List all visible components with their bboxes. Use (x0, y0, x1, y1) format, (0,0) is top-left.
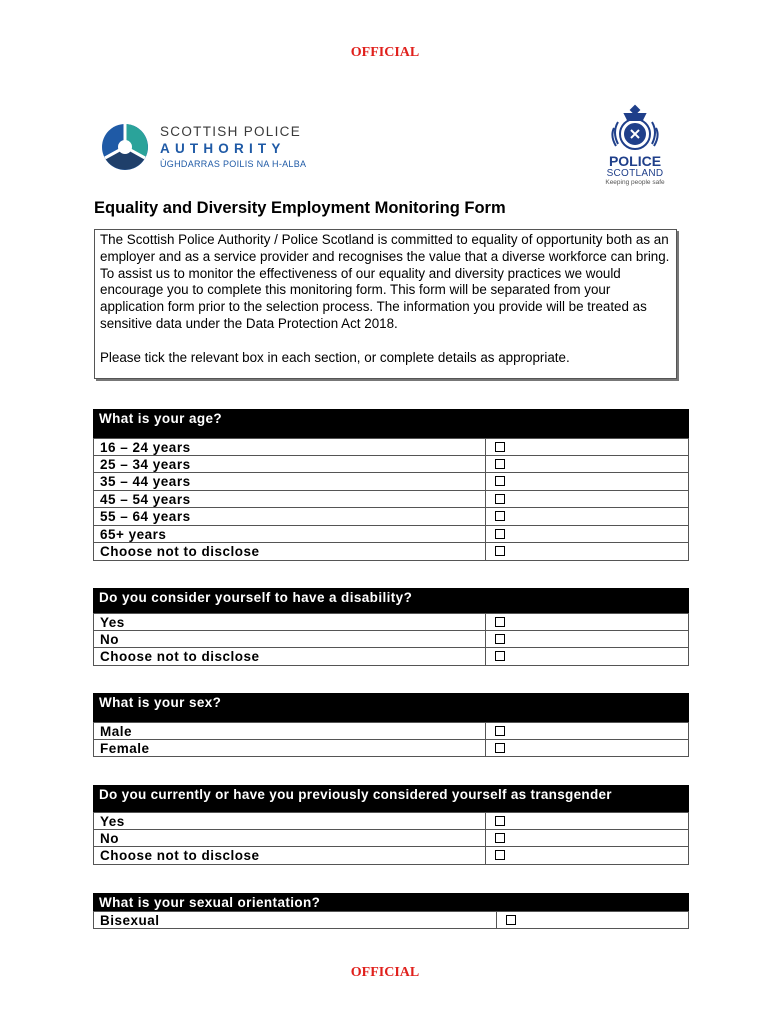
sex-option-label: Male (94, 723, 486, 739)
age-option-row (93, 526, 689, 544)
police-scotland-logo (596, 100, 676, 188)
transgender-not-disclose-checkbox[interactable] (495, 850, 505, 860)
disability-no-checkbox[interactable] (495, 634, 505, 644)
age-section (93, 409, 689, 561)
age-option-row (93, 543, 689, 561)
age-option-row (93, 508, 689, 526)
age-option-row (93, 456, 689, 474)
scotland-wordmark: SCOTLAND (606, 168, 664, 179)
spa-name-line2: AUTHORITY (160, 141, 286, 156)
age-45-54-checkbox[interactable] (495, 494, 505, 504)
disability-not-disclose-checkbox[interactable] (495, 651, 505, 661)
transgender-option-row (93, 830, 689, 848)
age-option-label: Choose not to disclose (94, 543, 486, 560)
age-question: What is your age? (93, 409, 689, 438)
form-title: Equality and Diversity Employment Monitoring Form (94, 199, 506, 217)
disability-option-row (93, 631, 689, 649)
intro-instruction: Please tick the relevant box in each section, or complete details as appropriate. (100, 349, 570, 365)
orientation-section (93, 893, 689, 929)
official-marking-top: OFFICIAL (350, 45, 420, 60)
transgender-no-checkbox[interactable] (495, 833, 505, 843)
age-55-64-checkbox[interactable] (495, 511, 505, 521)
intro-box (94, 229, 677, 379)
transgender-question: Do you currently or have you previously considered yourself as transgender (93, 785, 689, 812)
age-65-plus-checkbox[interactable] (495, 529, 505, 539)
age-option-label: 25 – 34 years (94, 456, 486, 473)
age-option-label: 35 – 44 years (94, 473, 486, 490)
spa-name-line1: SCOTTISH POLICE (160, 124, 302, 139)
age-option-row (93, 438, 689, 456)
age-35-44-checkbox[interactable] (495, 476, 505, 486)
transgender-option-row (93, 847, 689, 865)
sex-option-row (93, 740, 689, 758)
police-crest-icon (606, 100, 664, 156)
age-option-label: 65+ years (94, 526, 486, 543)
disability-option-label: Choose not to disclose (94, 648, 486, 665)
age-option-label: 55 – 64 years (94, 508, 486, 525)
transgender-option-row (93, 812, 689, 830)
sex-male-checkbox[interactable] (495, 726, 505, 736)
transgender-section (93, 785, 689, 865)
disability-question: Do you consider yourself to have a disability? (93, 588, 689, 613)
disability-option-label: No (94, 631, 486, 648)
orientation-question: What is your sexual orientation? (93, 893, 689, 911)
disability-yes-checkbox[interactable] (495, 617, 505, 627)
sex-question: What is your sex? (93, 693, 689, 722)
age-option-label: 45 – 54 years (94, 491, 486, 508)
disability-option-label: Yes (94, 614, 486, 630)
sex-option-label: Female (94, 740, 486, 757)
disability-option-row (93, 648, 689, 666)
intro-paragraph: The Scottish Police Authority / Police Scotland is committed to equality of opportunity both as an employer and as a service provider and recognises the value that a diverse workforce can bring. To assist us to monitor the effectiveness of our equality and diversity practices we would encourage you to complete this monitoring form. This form will be separated from your application form prior to the selection process. The information you provide will be treated as sensitive data under the Data Protection Act 2018. (100, 232, 670, 331)
transgender-option-label: No (94, 830, 486, 847)
disability-section (93, 588, 689, 666)
spa-name-gaelic: ÙGHDARRAS POILIS NA H-ALBA (160, 159, 307, 169)
sex-female-checkbox[interactable] (495, 743, 505, 753)
age-not-disclose-checkbox[interactable] (495, 546, 505, 556)
official-marking-bottom: OFFICIAL (350, 965, 420, 980)
transgender-option-label: Yes (94, 813, 486, 829)
age-25-34-checkbox[interactable] (495, 459, 505, 469)
orientation-option-label: Bisexual (94, 912, 497, 928)
police-tagline: Keeping people safe (605, 179, 665, 186)
spa-emblem-icon (100, 122, 150, 172)
age-option-row (93, 491, 689, 509)
sex-section (93, 693, 689, 757)
age-16-24-checkbox[interactable] (495, 442, 505, 452)
police-wordmark: POLICE (608, 153, 662, 169)
age-option-row (93, 473, 689, 491)
sex-option-row (93, 722, 689, 740)
spa-logo (100, 122, 320, 172)
disability-option-row (93, 613, 689, 631)
age-option-label: 16 – 24 years (94, 439, 486, 455)
transgender-yes-checkbox[interactable] (495, 816, 505, 826)
orientation-option-row (93, 911, 689, 929)
transgender-option-label: Choose not to disclose (94, 847, 486, 864)
orientation-bisexual-checkbox[interactable] (506, 915, 516, 925)
